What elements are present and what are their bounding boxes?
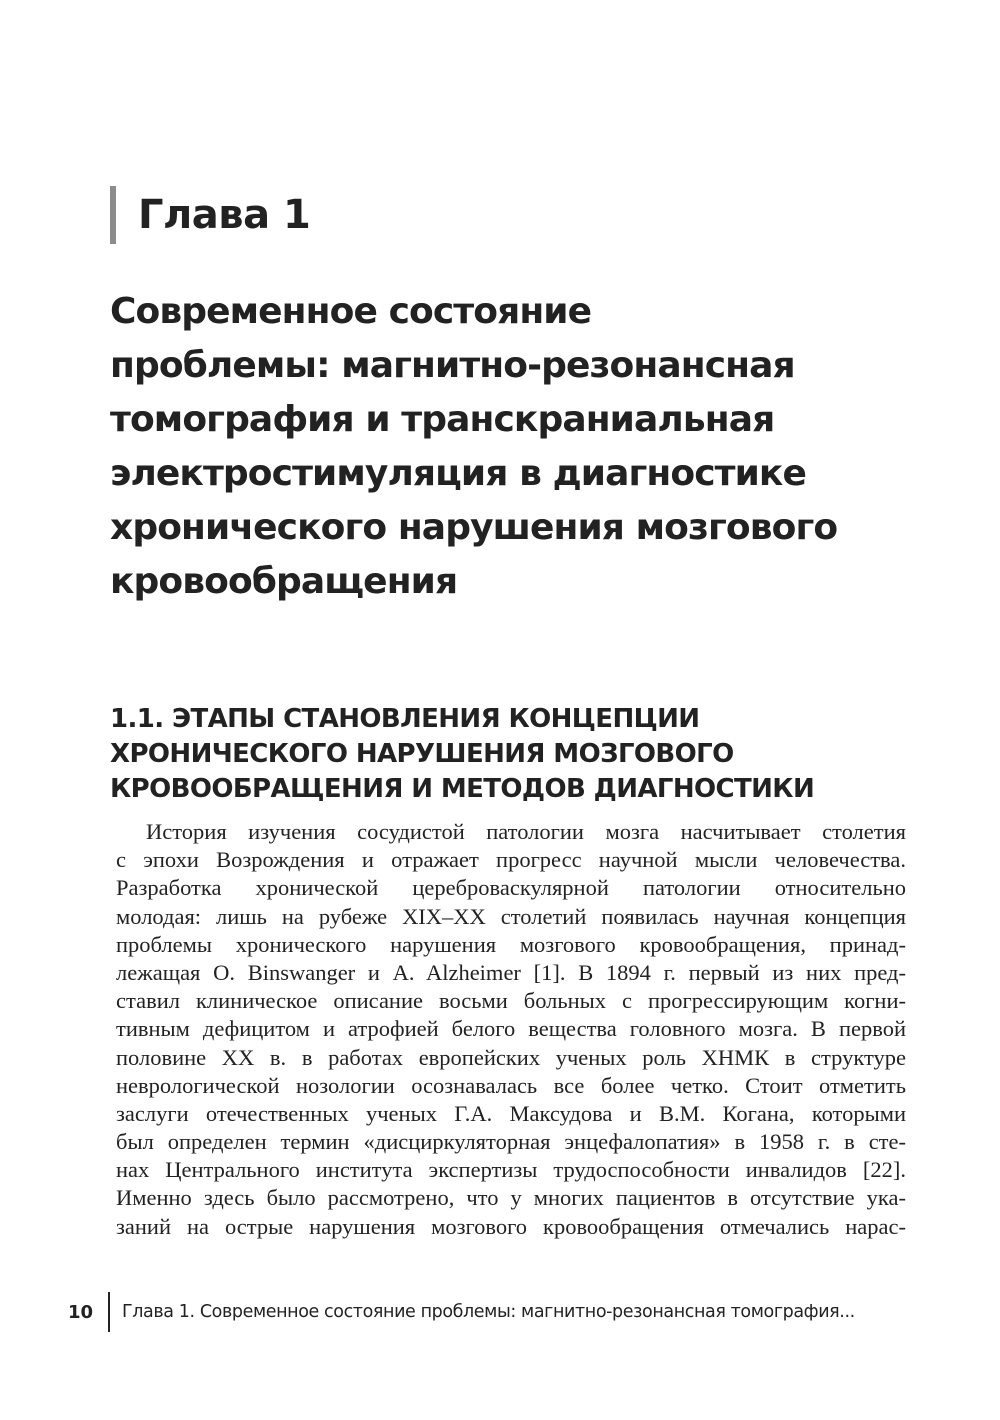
body-line: Именно здесь было рассмотрено, что у многих пациентов в отсутствие ука-	[116, 1185, 906, 1211]
body-line: нах Центрального института экспертизы трудоспособности инвалидов [22].	[116, 1157, 906, 1183]
running-title: Глава 1. Современное состояние проблемы: магнитно-резонансная томография...	[122, 1302, 855, 1322]
chapter-title	[110, 285, 930, 609]
body-line: был определен термин «дисциркуляторная энцефалопатия» в 1958 г. в сте-	[116, 1129, 906, 1155]
chapter-title-line: кровообращения	[110, 561, 458, 602]
chapter-accent-bar	[110, 186, 116, 244]
body-paragraph	[116, 818, 906, 1241]
body-line: молодая: лишь на рубеже XIX–XX столетий появилась научная концепция	[116, 903, 906, 929]
body-line: тивным дефицитом и атрофией белого вещества головного мозга. В первой	[116, 1016, 906, 1042]
body-line: заний на острые нарушения мозгового кровообращения отмечались нарас-	[116, 1213, 906, 1239]
body-line: половине XX в. в работах европейских ученых роль ХНМК в структуре	[116, 1044, 906, 1070]
chapter-title-line: Современное состояние	[110, 291, 592, 332]
section-title-line: ХРОНИЧЕСКОГО НАРУШЕНИЯ МОЗГОВОГО	[110, 739, 734, 769]
body-line: с эпохи Возрождения и отражает прогресс научной мысли человечества.	[116, 847, 906, 873]
section-title-line: КРОВООБРАЩЕНИЯ И МЕТОДОВ ДИАГНОСТИКИ	[110, 774, 815, 804]
body-line: Разработка хронической цереброваскулярной патологии относительно	[116, 875, 906, 901]
body-line: проблемы хронического нарушения мозгового кровообращения, принад-	[116, 931, 906, 957]
chapter-label	[110, 185, 310, 245]
body-line: ставил клиническое описание восьми больных с прогрессирующим когни-	[116, 988, 906, 1014]
body-line: лежащая O. Binswanger и A. Alzheimer [1]. В 1894 г. первый из них пред-	[116, 959, 906, 985]
page-footer	[68, 1292, 855, 1332]
chapter-title-line: томография и транскраниальная	[110, 399, 775, 440]
body-line: История изучения сосудистой патологии мозга насчитывает столетия	[146, 819, 906, 844]
chapter-number: Глава 1	[138, 192, 311, 238]
section-title	[110, 702, 930, 807]
footer-divider	[108, 1292, 110, 1332]
page-number: 10	[68, 1301, 94, 1323]
chapter-title-line: хронического нарушения мозгового	[110, 507, 838, 548]
chapter-title-line: проблемы: магнитно-резонансная	[110, 345, 795, 386]
chapter-title-line: электростимуляция в диагностике	[110, 453, 806, 494]
section-title-line: 1.1. ЭТАПЫ СТАНОВЛЕНИЯ КОНЦЕПЦИИ	[110, 704, 700, 734]
body-line: неврологической нозологии осознавалась все более четко. Стоит отметить	[116, 1072, 906, 1098]
body-line: заслуги отечественных ученых Г.А. Максудова и В.М. Когана, которыми	[116, 1100, 906, 1126]
